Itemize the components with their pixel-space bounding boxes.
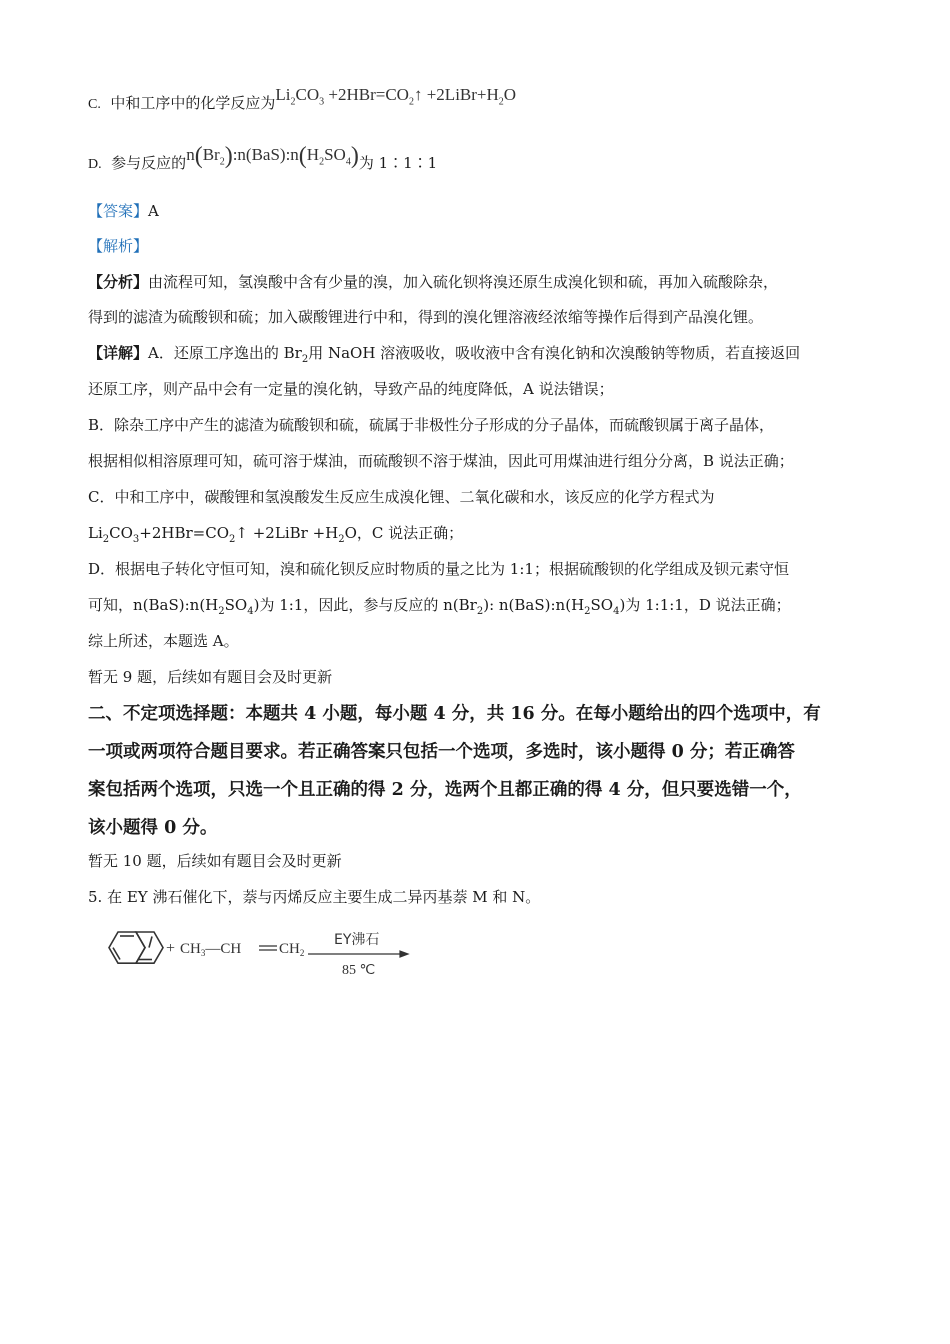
answer-line <box>88 201 159 221</box>
detail-a-text-2: 还原工序，则产品中会有一定量的溴化钠，导致产品的纯度降低，A 说法错误； <box>88 380 614 398</box>
option-d-tail: 为 1∶1∶1 <box>358 154 438 172</box>
detail-d-line-1 <box>88 559 789 579</box>
detail-b-text-2: 根据相似相溶原理可知，硫可溶于煤油，而硫酸钡不溶于煤油，因此可用煤油进行组分分离，B 说法正确； <box>88 452 794 470</box>
section2-line-1: 二、不定项选择题：本题共 4 小题，每小题 4 分，共 16 分。在每小题给出的四个选项中，有 <box>88 704 821 724</box>
propene-ch3: $CH_3—CH$ <box>180 941 242 958</box>
detail-d-line-2: 可知，$n(BaS):n(H_2SO_4)$为 1:1，因此，参与反应的 $n(Br_2)$: $n(BaS):n(H_2SO_4)$为 1:1:1，D 说法正确； <box>88 596 791 617</box>
section2-line-2: 一项或两项符合题目要求。若正确答案只包括一个选项，多选时，该小题得 0 分；若正确答 <box>88 742 795 762</box>
detail-tag: 【详解】 <box>88 344 149 362</box>
question-5-text: 5. 在 EY 沸石催化下，萘与丙烯反应主要生成二异丙基萘 M 和 N。 <box>88 888 541 906</box>
detail-c-line-1 <box>88 487 714 507</box>
detail-a-sub: 2 <box>301 354 309 365</box>
option-c-text: 中和工序中的化学反应为 <box>110 94 276 112</box>
note-q9 <box>88 667 332 687</box>
answer-value: A <box>148 202 159 220</box>
option-d-text: 参与反应的 <box>111 154 187 172</box>
option-d-label: D. <box>88 157 102 172</box>
question-5 <box>88 887 540 907</box>
catalyst-label: EY沸石 <box>334 932 380 948</box>
option-c-label: C. <box>88 97 101 112</box>
analysis-line-1 <box>88 272 778 292</box>
analysis-tag: 【解析】 <box>88 237 149 255</box>
answer-tag: 【答案】 <box>88 202 149 220</box>
plus-sign: + <box>166 940 176 957</box>
temperature-label: 85 ℃ <box>342 963 376 978</box>
naphthalene-structure <box>109 932 163 963</box>
double-bond <box>259 946 277 950</box>
detail-a-line-1 <box>88 343 800 370</box>
analysis-line-2 <box>88 307 763 327</box>
analysis-heading <box>88 236 148 256</box>
summary-text: 综上所述，本题选 A。 <box>88 632 239 650</box>
detail-a-line-2 <box>88 379 614 399</box>
detail-d-text-1: D．根据电子转化守恒可知，溴和硫化钡反应时物质的量之比为 1:1；根据硫酸钡的化学组成及钡元素守恒 <box>88 560 789 578</box>
analysis-text-1: 由流程可知，氢溴酸中含有少量的溴，加入硫化钡将溴还原生成溴化钡和硫，再加入硫酸除杂， <box>148 273 779 291</box>
detail-b-line-2 <box>88 451 794 471</box>
option-c-formula: $Li_2CO_3$ $+2HBr=CO_2↑$ $+2LiBr+H_2O$ <box>275 85 517 108</box>
reaction-arrow <box>308 951 408 957</box>
section2-line-4: 该小题得 0 分。 <box>88 818 218 838</box>
detail-c-text-1: C．中和工序中，碳酸锂和氢溴酸发生反应生成溴化锂、二氧化碳和水，该反应的化学方程式为 <box>88 488 715 506</box>
detail-c-line-2: $Li_2CO_3+2HBr=CO_2↑$ +2LiBr $+H_2O$，C 说法正确； <box>88 524 464 545</box>
note-q9-text: 暂无 9 题，后续如有题目会及时更新 <box>88 668 333 686</box>
reaction-scheme <box>96 922 416 986</box>
note-q10-text: 暂无 10 题，后续如有题目会及时更新 <box>88 852 342 870</box>
detail-summary <box>88 631 239 651</box>
analysis-sub-tag: 【分析】 <box>88 273 149 291</box>
option-d-formula: $n(Br_2):n(BaS):n(H_2SO_4)$ <box>186 143 359 169</box>
note-q10 <box>88 851 342 871</box>
option-d <box>88 143 438 180</box>
detail-a-post: 用 NaOH 溶液吸收，吸收液中含有溴化钠和次溴酸钠等物质，若直接返回 <box>308 344 801 362</box>
detail-a-pre: A．还原工序逸出的 Br <box>148 344 302 362</box>
detail-b-text-1: B．除杂工序中产生的滤渣为硫酸钡和硫，硫属于非极性分子形成的分子晶体，而硫酸钡属于离子晶体， <box>88 416 775 434</box>
propene-ch2: $CH_2$ <box>279 941 305 958</box>
section2-line-3: 案包括两个选项，只选一个且正确的得 2 分，选两个且都正确的得 4 分，但只要选错一个， <box>88 780 802 800</box>
analysis-text-2: 得到的滤渣为硫酸钡和硫；加入碳酸锂进行中和，得到的溴化锂溶液经浓缩等操作后得到产品溴化锂。 <box>88 308 764 326</box>
option-c <box>88 85 517 120</box>
detail-b-line-1 <box>88 415 774 435</box>
